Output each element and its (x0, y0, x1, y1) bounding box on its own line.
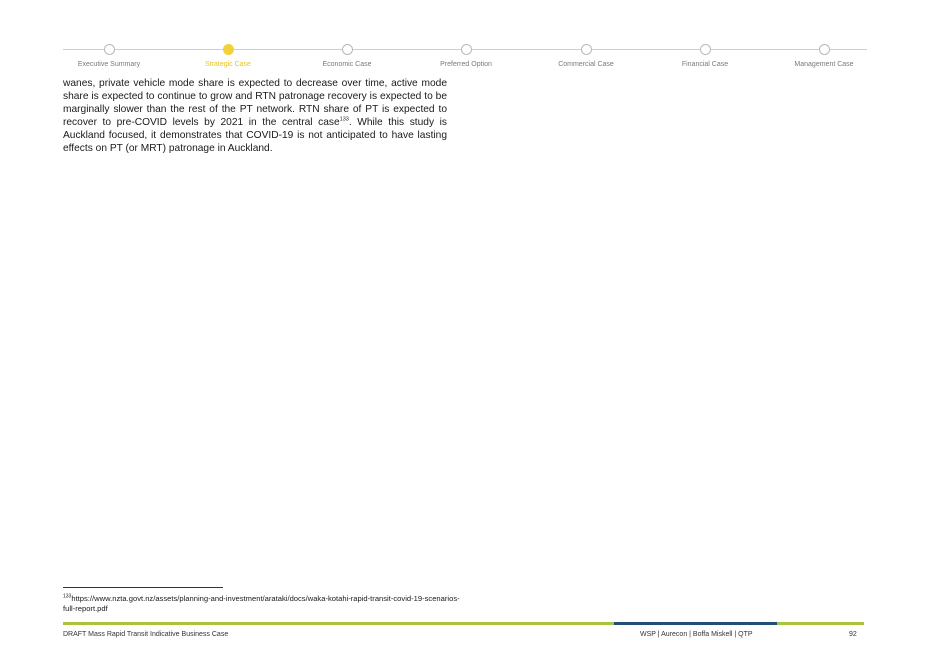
nav-step-financial-case[interactable] (645, 44, 765, 68)
nav-step-preferred-option[interactable] (406, 44, 526, 68)
step-label: Financial Case (681, 61, 729, 68)
footnote-number: 133 (63, 593, 72, 600)
footnote-divider (63, 587, 223, 588)
nav-step-executive-summary[interactable] (49, 44, 169, 68)
nav-step-economic-case[interactable] (287, 44, 407, 68)
step-label: Preferred Option (440, 61, 492, 68)
footnote (63, 594, 463, 614)
step-label: Strategic Case (205, 61, 251, 68)
step-dot (819, 44, 830, 55)
nav-step-commercial-case[interactable] (526, 44, 646, 68)
page-number: 92 (849, 631, 857, 638)
step-dot (104, 44, 115, 55)
nav-step-strategic-case[interactable] (168, 44, 288, 68)
step-label: Commercial Case (558, 61, 614, 68)
step-dot (700, 44, 711, 55)
footnote-link[interactable]: https://www.nzta.govt.nz/assets/planning-and-investment/arataki/docs/waka-kotahi-rapid-transit-covid-19-scenarios-full-report.pdf (63, 594, 460, 613)
footer-bar-green (63, 622, 614, 625)
step-label: Management Case (794, 61, 854, 68)
footer-bar-green-right (777, 622, 864, 625)
footer-color-bar (63, 622, 864, 625)
footer-bar-blue (614, 622, 777, 625)
step-dot (461, 44, 472, 55)
step-label: Economic Case (322, 61, 372, 68)
step-dot (581, 44, 592, 55)
body-text-part-2: . While this study is Auckland focused, it demonstrates that COVID-19 is not anticipated to have lasting effects on PT (or MRT) patronage in Auckland. (63, 117, 447, 154)
footnote-reference[interactable]: 133 (339, 116, 349, 123)
body-paragraph (63, 77, 447, 155)
step-dot (342, 44, 353, 55)
step-label: Executive Summary (77, 61, 141, 68)
step-dot-active (223, 44, 234, 55)
nav-step-management-case[interactable] (764, 44, 884, 68)
body-text-part-1: wanes, private vehicle mode share is expected to decrease over time, active mode share is expected to continue to grow and RTN patronage recovery is expected to be marginally slower than the rest of the PT network. RTN share of PT is expected to recover to pre-COVID levels by 2021 in the central case (63, 78, 447, 128)
footer-authors: WSP | Aurecon | Boffa Miskell | QTP (640, 631, 753, 638)
section-progress-nav (63, 42, 867, 72)
footer-document-title: DRAFT Mass Rapid Transit Indicative Business Case (63, 631, 229, 638)
